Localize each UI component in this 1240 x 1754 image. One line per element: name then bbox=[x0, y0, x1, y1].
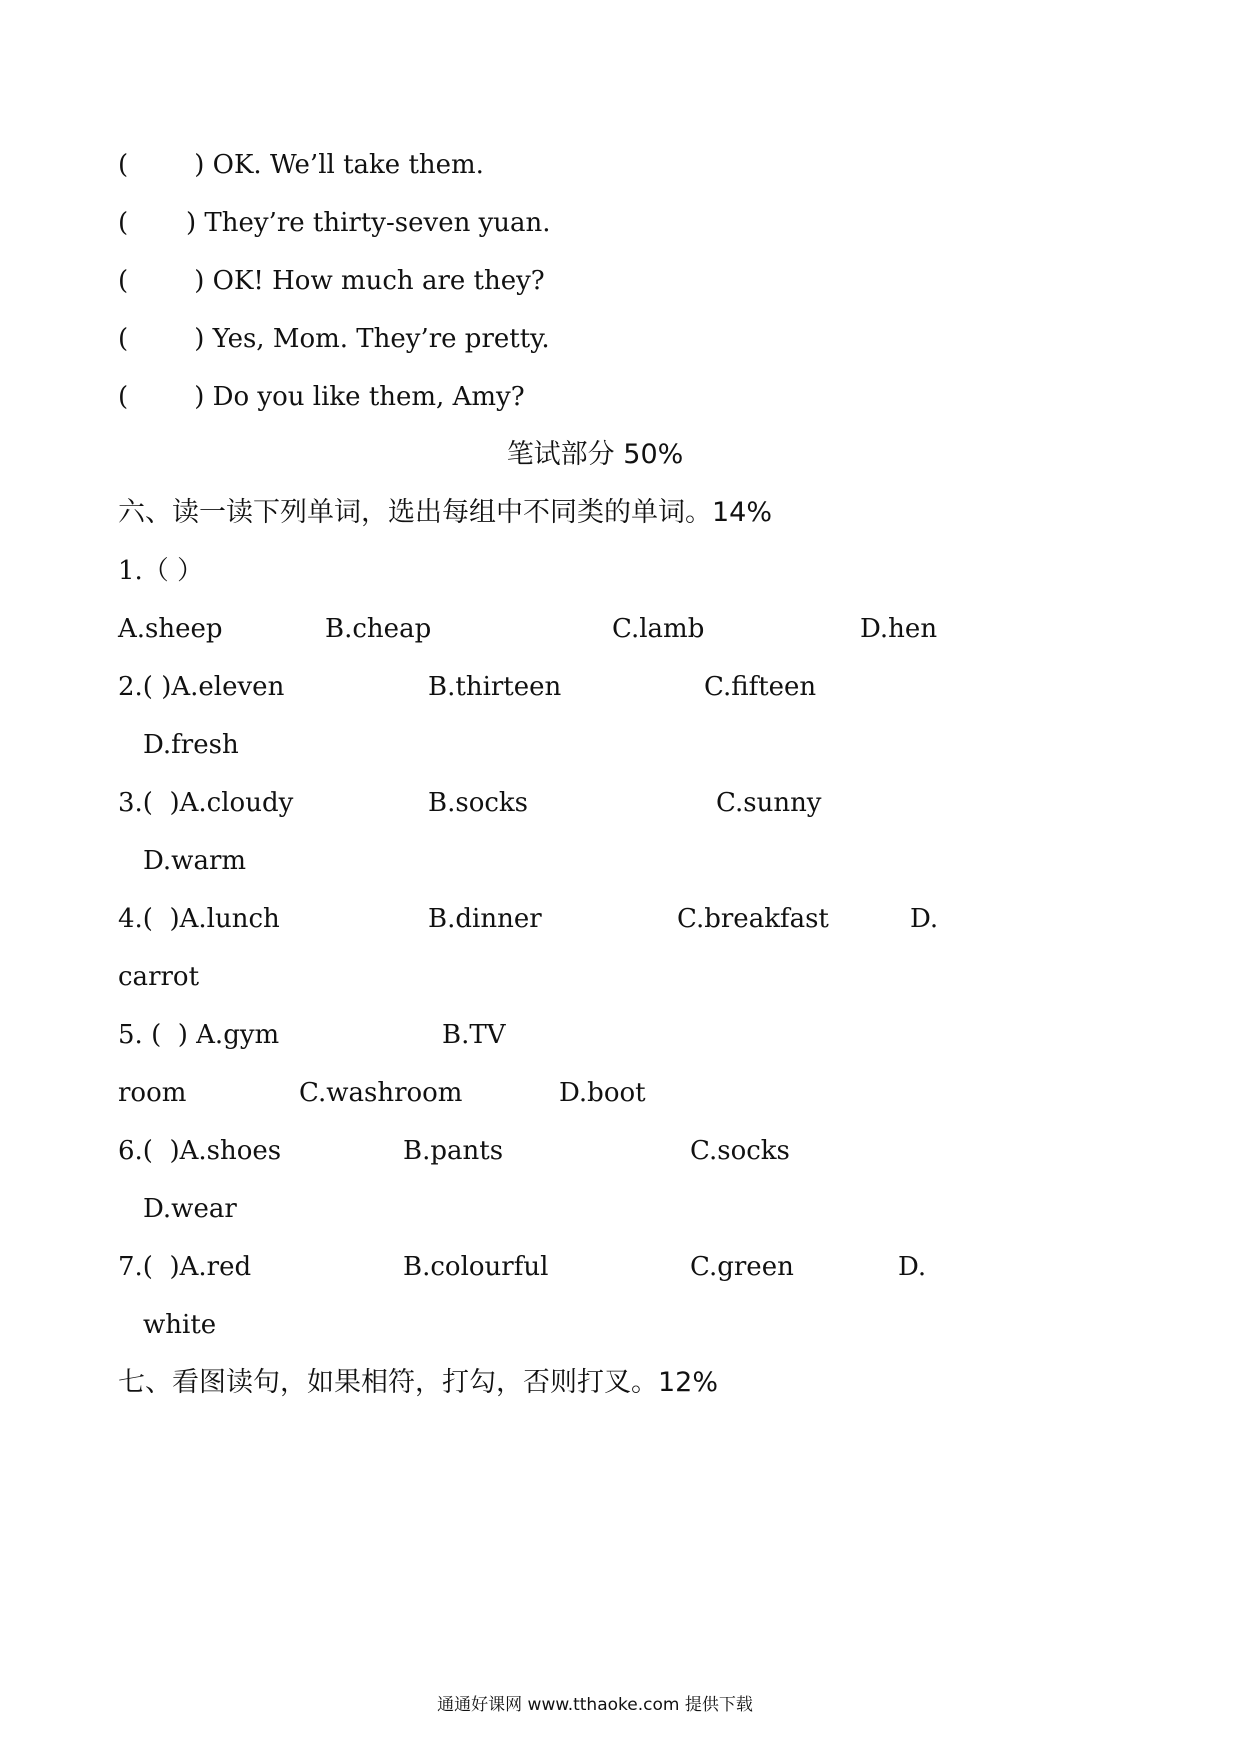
q7-option-d: D. bbox=[898, 1252, 927, 1282]
written-section-title: 笔试部分 50% bbox=[506, 439, 684, 470]
q2-option-b: B.thirteen bbox=[428, 672, 562, 702]
page-footer: 通通好课网 www.tthaoke.com 提供下载 bbox=[437, 1695, 753, 1715]
q7-option-d-continued: white bbox=[143, 1310, 217, 1340]
q7-number-option-a: 7.( )A.red bbox=[118, 1252, 252, 1282]
q6-number-option-a: 6.( )A.shoes bbox=[118, 1136, 282, 1166]
q6-option-d: D.wear bbox=[143, 1194, 237, 1224]
q1-option-a: A.sheep bbox=[118, 614, 223, 644]
q1-option-d: D.hen bbox=[860, 614, 938, 644]
q1-option-c: C.lamb bbox=[612, 614, 705, 644]
dialogue-line-3: ( ) OK! How much are they? bbox=[118, 266, 545, 296]
q2-option-c: C.fifteen bbox=[704, 672, 817, 702]
section-6-heading: 六、读一读下列单词，选出每组中不同类的单词。14% bbox=[118, 497, 773, 528]
q7-option-b: B.colourful bbox=[403, 1252, 549, 1282]
q5-option-c: C.washroom bbox=[299, 1078, 463, 1108]
q4-option-d-continued: carrot bbox=[118, 962, 200, 992]
dialogue-line-2: ( ) They’re thirty-seven yuan. bbox=[118, 208, 551, 238]
q3-option-d: D.warm bbox=[143, 846, 247, 876]
q5-option-b-continued: room bbox=[118, 1078, 187, 1108]
dialogue-line-5: ( ) Do you like them, Amy? bbox=[118, 382, 525, 412]
q3-option-b: B.socks bbox=[428, 788, 529, 818]
q4-option-d: D. bbox=[910, 904, 939, 934]
dialogue-line-1: ( ) OK. We’ll take them. bbox=[118, 150, 484, 180]
q5-option-b: B.TV bbox=[442, 1020, 506, 1050]
q4-option-c: C.breakfast bbox=[677, 904, 829, 934]
q3-option-c: C.sunny bbox=[716, 788, 822, 818]
q2-option-d: D.fresh bbox=[143, 730, 239, 760]
q7-option-c: C.green bbox=[690, 1252, 794, 1282]
q4-number-option-a: 4.( )A.lunch bbox=[118, 904, 280, 934]
q5-option-d: D.boot bbox=[559, 1078, 646, 1108]
q1-number: 1.（ ） bbox=[118, 556, 204, 586]
q5-number-option-a: 5. ( ) A.gym bbox=[118, 1020, 280, 1050]
section-7-heading: 七、看图读句，如果相符，打勾，否则打叉。12% bbox=[118, 1367, 719, 1398]
q4-option-b: B.dinner bbox=[428, 904, 542, 934]
q2-number-option-a: 2.( )A.eleven bbox=[118, 672, 285, 702]
q6-option-c: C.socks bbox=[690, 1136, 790, 1166]
dialogue-line-4: ( ) Yes, Mom. They’re pretty. bbox=[118, 324, 550, 354]
q3-number-option-a: 3.( )A.cloudy bbox=[118, 788, 294, 818]
q6-option-b: B.pants bbox=[403, 1136, 504, 1166]
q1-option-b: B.cheap bbox=[325, 614, 432, 644]
